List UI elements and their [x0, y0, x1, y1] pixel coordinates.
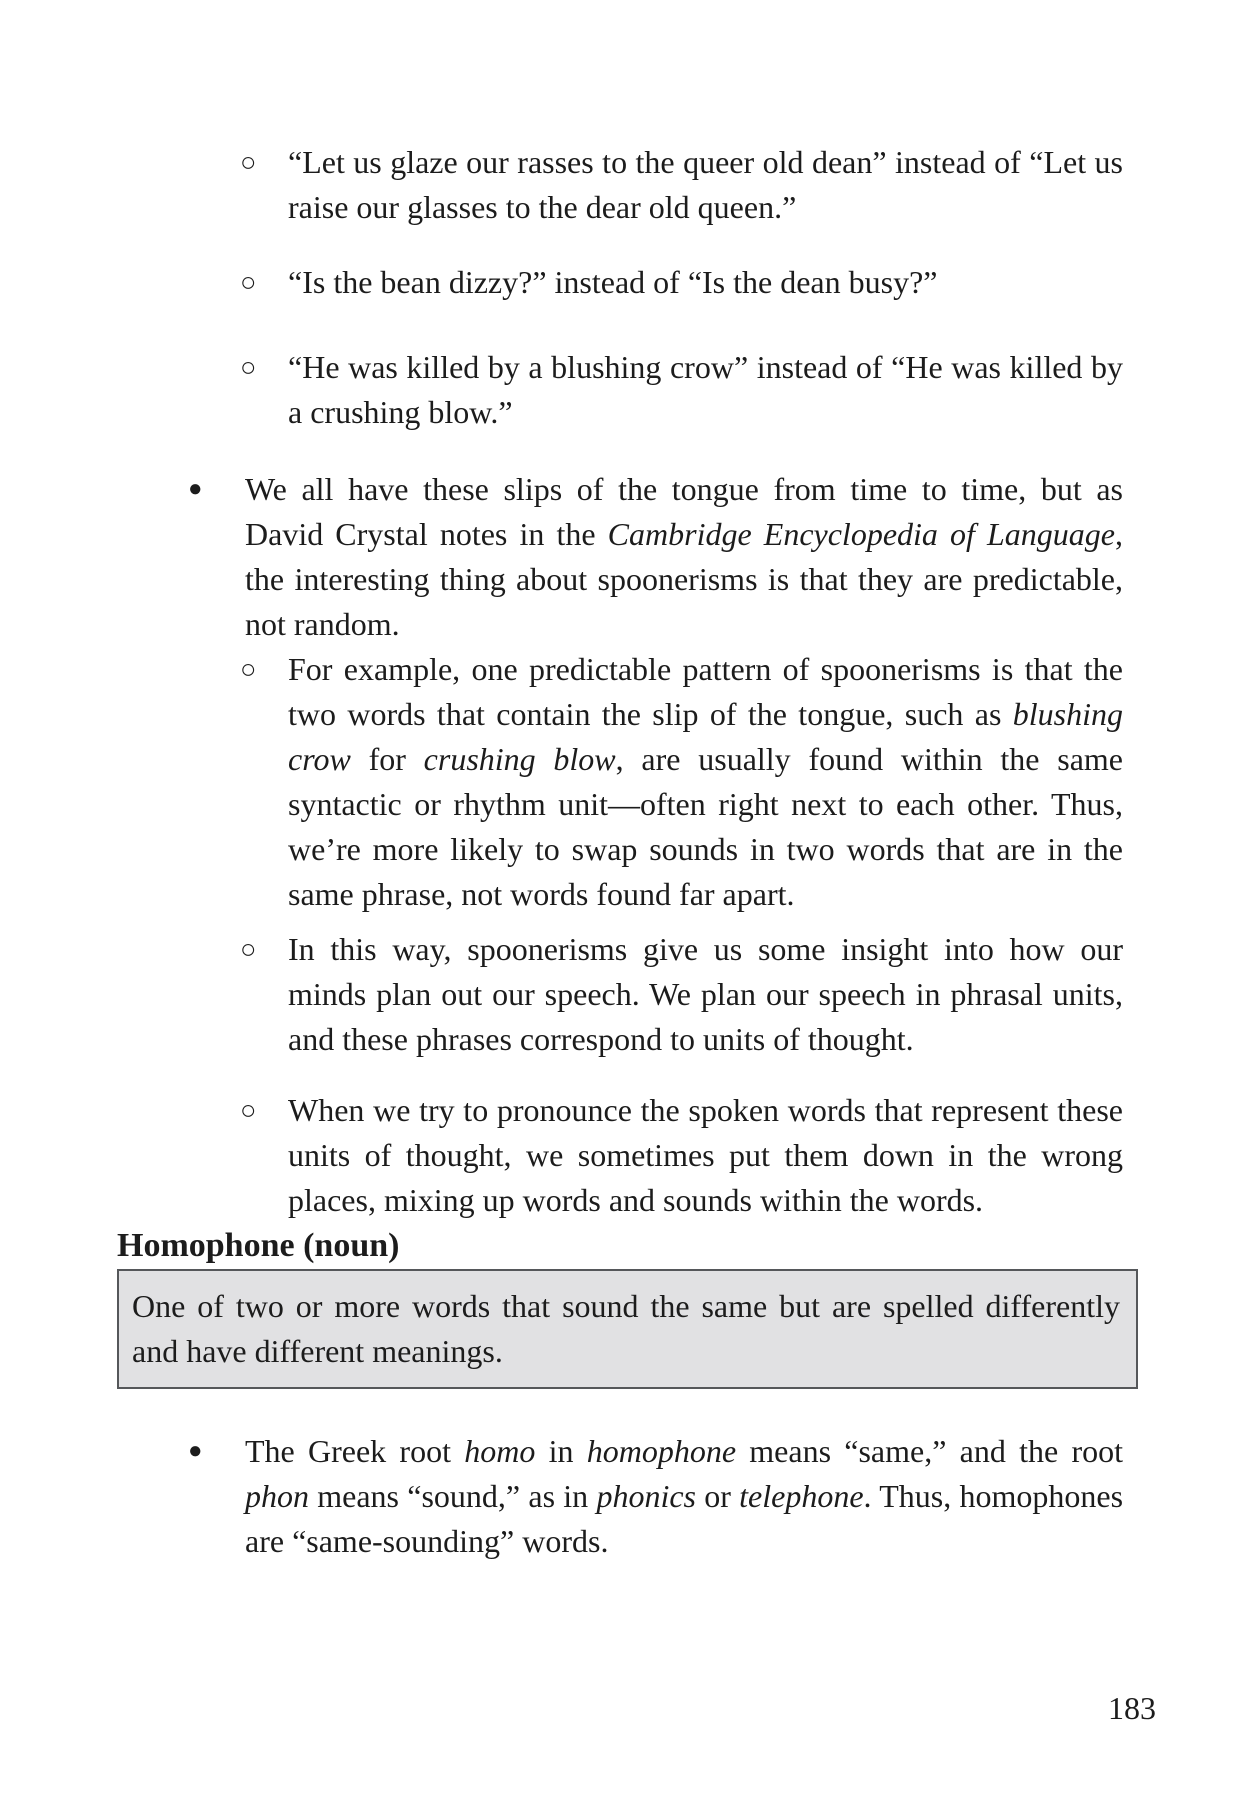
- circle-bullet-icon: ○: [240, 1095, 257, 1125]
- list-item-text: “Is the bean dizzy?” instead of “Is the dean busy?”: [288, 264, 938, 300]
- list-item-text: We all have these slips of the tongue from time to time, but as David Crystal notes in the Cambridge Encyclopedia of Language, the interesting thing about spoonerisms is that they are predictable, not random.: [245, 471, 1124, 642]
- definition-box: [117, 1269, 1138, 1389]
- list-item: [117, 1429, 1123, 1564]
- list-item-text: For example, one predictable pattern of spoonerisms is that the two words that contain the slip of the tongue, such as blushing crow for crushing blow, are usually found within the same syntactic or rhythm unit—often right next to each other. Thus, we’re more likely to swap sounds in two words that are in the same phrase, not words found far apart.: [288, 651, 1124, 912]
- page-number: 183: [1108, 1690, 1156, 1726]
- circle-bullet-icon: ○: [240, 934, 257, 964]
- list-item: [117, 140, 1123, 230]
- list-item-text: The Greek root homo in homophone means “same,” and the root phon means “sound,” as in phonics or telephone. Thus, homophones are “same-sounding” words.: [245, 1433, 1124, 1559]
- definition-heading: [117, 1223, 1123, 1269]
- list-item: [117, 927, 1123, 1062]
- bullet-icon: ●: [188, 476, 203, 502]
- list-item-text: When we try to pronounce the spoken words that represent these units of thought, we sometimes put them down in the wrong places, mixing up words and sounds within the words.: [288, 1092, 1123, 1218]
- list-item-text: “He was killed by a blushing crow” instead of “He was killed by a crushing blow.”: [288, 349, 1123, 430]
- list-item-text: “Let us glaze our rasses to the queer old dean” instead of “Let us raise our glasses to the dear old queen.”: [288, 144, 1123, 225]
- circle-bullet-icon: ○: [240, 267, 257, 297]
- bullet-icon: ●: [188, 1438, 203, 1464]
- circle-bullet-icon: ○: [240, 147, 257, 177]
- circle-bullet-icon: ○: [240, 654, 257, 684]
- definition-heading-text: Homophone (noun): [117, 1227, 400, 1264]
- definition-text: One of two or more words that sound the same but are spelled differently and have different meanings.: [132, 1288, 1120, 1369]
- list-item: [117, 467, 1123, 647]
- list-item: [117, 260, 1123, 305]
- list-item: [117, 345, 1123, 435]
- list-item: [117, 647, 1123, 917]
- list-item-text: In this way, spoonerisms give us some insight into how our minds plan out our speech. We plan our speech in phrasal units, and these phrases correspond to units of thought.: [288, 931, 1123, 1057]
- list-item: [117, 1088, 1123, 1223]
- circle-bullet-icon: ○: [240, 352, 257, 382]
- content-column: [117, 0, 1123, 1564]
